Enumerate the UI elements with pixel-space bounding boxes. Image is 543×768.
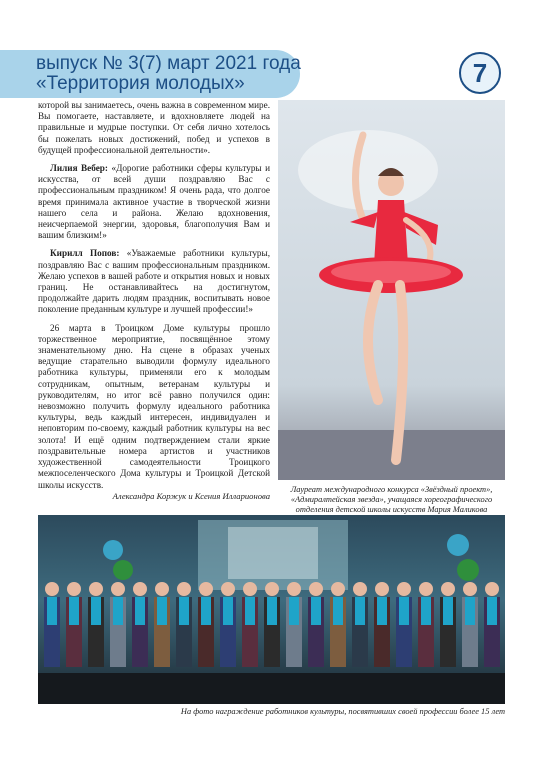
award-ribbon bbox=[443, 597, 453, 625]
person-head bbox=[463, 582, 477, 596]
person-head bbox=[309, 582, 323, 596]
person-head bbox=[419, 582, 433, 596]
group-photo-caption: На фото награждение работников культуры, посвятивших своей профессии более 15 лет bbox=[180, 707, 505, 716]
issue-line: выпуск № 3(7) март 2021 года bbox=[36, 53, 301, 74]
award-ribbon bbox=[47, 597, 57, 625]
issue-banner bbox=[0, 50, 300, 98]
person-head bbox=[111, 582, 125, 596]
award-ribbon bbox=[157, 597, 167, 625]
award-ribbon bbox=[377, 597, 387, 625]
person-head bbox=[177, 582, 191, 596]
newspaper-title: «Территория молодых» bbox=[36, 73, 245, 94]
article-paragraph bbox=[38, 163, 270, 241]
award-ribbon bbox=[333, 597, 343, 625]
person-head bbox=[265, 582, 279, 596]
person-head bbox=[353, 582, 367, 596]
person-head bbox=[243, 582, 257, 596]
award-ribbon bbox=[245, 597, 255, 625]
award-ribbon bbox=[179, 597, 189, 625]
award-ribbon bbox=[421, 597, 431, 625]
page-number-badge: 7 bbox=[459, 52, 501, 94]
quote-text: «Уважаемые работники культуры, поздравляю Вас с вашим профессиональным праздником. Желаю успехов в вашей работе и открытия новых и новых границ. Не останавливайтесь на достигнутом, продолжайте дарить людям праздник, воспитывать новое поколение преданным культуре и лучшей профессии!» bbox=[38, 248, 270, 315]
person-head bbox=[287, 582, 301, 596]
article-column bbox=[38, 100, 270, 498]
ballerina-photo bbox=[278, 100, 505, 480]
ballerina-photo-caption: Лауреат международного конкурса «Звёздный проект», «Адмиралтейская звезда», учащаяся хореографического отделения детской школы искусств Мария Маликова bbox=[290, 485, 493, 514]
article-author: Александра Коржук и Ксения Илларионова bbox=[112, 491, 270, 501]
person-head bbox=[221, 582, 235, 596]
person-head bbox=[397, 582, 411, 596]
award-ribbon bbox=[487, 597, 497, 625]
article-paragraph bbox=[38, 248, 270, 315]
award-ribbon bbox=[69, 597, 79, 625]
award-ribbon bbox=[355, 597, 365, 625]
group-award-photo bbox=[38, 515, 505, 704]
person-head bbox=[331, 582, 345, 596]
award-ribbon bbox=[223, 597, 233, 625]
speaker-name: Лилия Вебер: bbox=[50, 163, 108, 174]
speaker-name: Кирилл Попов: bbox=[50, 248, 120, 259]
person-head bbox=[155, 582, 169, 596]
person-head bbox=[441, 582, 455, 596]
award-ribbon bbox=[135, 597, 145, 625]
award-ribbon bbox=[267, 597, 277, 625]
person-head bbox=[67, 582, 81, 596]
article-paragraph: 26 марта в Троицком Доме культуры прошло торжественное мероприятие, посвящённое этому знаменательному дню. На сцене в образах ученых ведущие старательно выводили формулу идеального работника культуры, применяли его к молодым сотрудникам, опытным, ветеранам культуры и руководителям, но итог всё равно получился один: невозможно получить формулу идеального работника культуры, ведь каждый интересен, индивидуален и неповторим по-своему, каждый работник культуры на вес золота! И ещё одним подтверждением стали яркие поздравительные номера артистов и участников художественной самодеятельности Троицкого межпоселенческого Дома культуры и Троицкой Детской школы искусств. bbox=[38, 322, 270, 490]
award-ribbon bbox=[289, 597, 299, 625]
person-head bbox=[133, 582, 147, 596]
award-ribbon bbox=[91, 597, 101, 625]
person-head bbox=[199, 582, 213, 596]
person-head bbox=[485, 582, 499, 596]
person-head bbox=[89, 582, 103, 596]
article-paragraph: которой вы занимаетесь, очень важна в современном мире. Вы помогаете, наставляете, и вдохновляете людей на правильные и мудрые поступки. От себя лично хотелось бы пожелать новых достижений, побед и успехов в будущей профессиональной деятельности». bbox=[38, 100, 270, 155]
award-ribbon bbox=[113, 597, 123, 625]
award-ribbon bbox=[465, 597, 475, 625]
award-ribbon bbox=[399, 597, 409, 625]
person-head bbox=[375, 582, 389, 596]
person-head bbox=[45, 582, 59, 596]
quote-text: «Дорогие работники сферы культуры и искусства, от всей души поздравляю Вас с профессиональным праздником! Я очень рада, что долгое время принимала активное участие в творческой жизни нашего села и района. Желаю вдохновения, неисчерпаемой энергии, здоровья, благополучия Вам и вашим близким!» bbox=[38, 163, 271, 241]
award-ribbon bbox=[201, 597, 211, 625]
award-ribbon bbox=[311, 597, 321, 625]
